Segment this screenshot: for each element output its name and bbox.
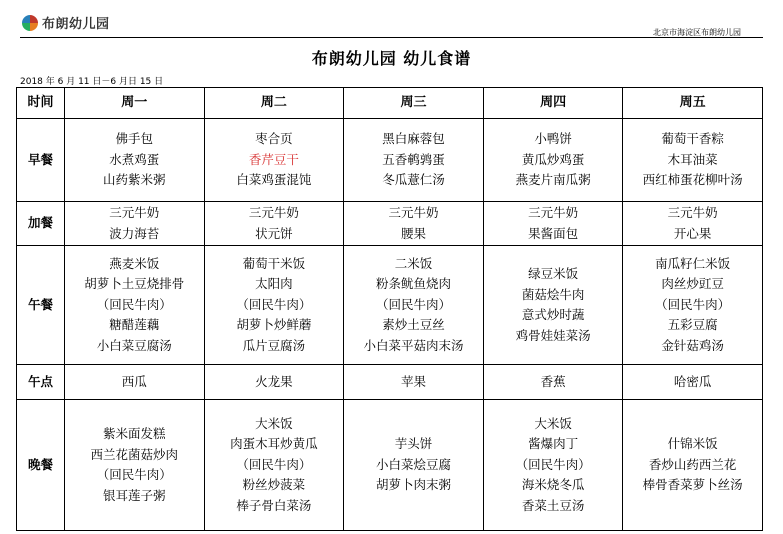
dish-item: 太阳肉 bbox=[255, 276, 293, 292]
date-range: 2018 年 6 月 11 日－6 月日 15 日 bbox=[20, 77, 164, 87]
dish-item: 木耳油菜 bbox=[667, 151, 718, 167]
dish-item: 素炒土豆丝 bbox=[382, 317, 445, 333]
dish-item: 大米饭 bbox=[534, 415, 572, 431]
page-header bbox=[0, 0, 783, 40]
dish-item: （回民牛肉） bbox=[96, 467, 172, 482]
menu-cell bbox=[623, 400, 763, 531]
dish-item: 芋头饼 bbox=[394, 436, 433, 452]
menu-cell bbox=[623, 202, 763, 246]
dish-item: 腰果 bbox=[400, 225, 426, 241]
dish-item: 棒骨香菜萝卜丝汤 bbox=[642, 477, 743, 493]
dish-item: 肉蛋木耳炒黄瓜 bbox=[230, 436, 318, 452]
header-row bbox=[17, 88, 763, 119]
dish-item: 银耳莲子粥 bbox=[103, 487, 166, 503]
menu-cell bbox=[344, 365, 484, 400]
menu-body bbox=[17, 119, 763, 531]
dish-item: 香炒山药西兰花 bbox=[648, 456, 737, 472]
meal-row bbox=[17, 246, 763, 365]
menu-cell bbox=[204, 400, 344, 531]
dish-item: （回民牛肉） bbox=[236, 296, 312, 312]
menu-cell bbox=[483, 246, 623, 365]
dish-item: 三元牛奶 bbox=[667, 205, 718, 220]
dish-item: 苹果 bbox=[400, 373, 426, 389]
menu-cell bbox=[65, 119, 205, 202]
dish-item: 枣合页 bbox=[255, 131, 293, 147]
dish-item: 胡萝卜肉末粥 bbox=[375, 477, 451, 493]
dish-item: 肉丝炒豇豆 bbox=[661, 276, 724, 292]
header-divider bbox=[20, 37, 763, 38]
menu-cell bbox=[483, 365, 623, 400]
dish-item: （回民牛肉） bbox=[236, 456, 312, 472]
menu-cell bbox=[623, 365, 763, 400]
dish-item: 海米烧冬瓜 bbox=[521, 477, 585, 493]
menu-cell bbox=[344, 202, 484, 246]
meal-row bbox=[17, 119, 763, 202]
menu-cell bbox=[344, 400, 484, 531]
dish-item: 水煮鸡蛋 bbox=[109, 151, 160, 167]
dish-item: 火龙果 bbox=[255, 373, 293, 389]
school-logo bbox=[22, 13, 110, 32]
school-info: 北京市海淀区布朗幼儿园 bbox=[653, 28, 741, 37]
dish-item: （回民牛肉） bbox=[655, 296, 731, 312]
meal-label: 加餐 bbox=[17, 202, 65, 246]
dish-item: 胡萝卜炒鲜蘑 bbox=[236, 317, 312, 333]
dish-item: 金针菇鸡汤 bbox=[661, 337, 724, 353]
dish-item: 五彩豆腐 bbox=[667, 317, 718, 333]
dish-item: 小白菜烩豆腐 bbox=[375, 456, 451, 472]
logo-icon bbox=[22, 15, 38, 31]
dish-item: 哈密瓜 bbox=[673, 373, 712, 389]
dish-item: 三元牛奶 bbox=[388, 205, 439, 220]
dish-item: 冬瓜薏仁汤 bbox=[382, 172, 445, 188]
dish-item: 胡萝卜土豆烧排骨 bbox=[84, 276, 185, 292]
dish-item: 三元牛奶 bbox=[248, 205, 299, 220]
dish-item: 香芹豆干 bbox=[248, 151, 299, 167]
meal-label: 早餐 bbox=[17, 119, 65, 202]
dish-item: 白菜鸡蛋混饨 bbox=[236, 172, 312, 188]
menu-cell bbox=[623, 246, 763, 365]
dish-item: 黑白麻蓉包 bbox=[382, 131, 445, 147]
menu-table bbox=[16, 87, 763, 531]
meal-row bbox=[17, 365, 763, 400]
logo-text: 布朗幼儿园 bbox=[42, 17, 110, 32]
dish-item: 菌菇烩牛肉 bbox=[521, 286, 585, 302]
corner-cell: 时间 bbox=[17, 88, 65, 119]
dish-item: 开心果 bbox=[673, 225, 712, 241]
dish-item: 糖醋莲藕 bbox=[109, 317, 160, 333]
dish-item: 佛手包 bbox=[115, 131, 154, 147]
day-header: 周二 bbox=[204, 88, 344, 119]
dish-item: 状元饼 bbox=[255, 225, 293, 241]
menu-cell bbox=[483, 400, 623, 531]
dish-item: 三元牛奶 bbox=[109, 205, 160, 220]
dish-item: （回民牛肉） bbox=[375, 296, 451, 312]
menu-cell bbox=[65, 246, 205, 365]
dish-item: 西兰花菌菇炒肉 bbox=[90, 446, 179, 462]
menu-cell bbox=[65, 400, 205, 531]
meal-row bbox=[17, 202, 763, 246]
dish-item: 葡萄干香粽 bbox=[661, 131, 724, 147]
day-header: 周三 bbox=[344, 88, 484, 119]
dish-item: 什锦米饭 bbox=[667, 436, 718, 452]
menu-cell bbox=[483, 119, 623, 202]
dish-item: 绿豆米饭 bbox=[528, 266, 579, 281]
dish-item: 燕麦米饭 bbox=[109, 255, 160, 271]
dish-item: 燕麦片南瓜粥 bbox=[515, 172, 591, 188]
dish-item: 二米饭 bbox=[394, 255, 433, 271]
dish-item: 三元牛奶 bbox=[528, 205, 579, 220]
day-header: 周一 bbox=[65, 88, 205, 119]
dish-item: 波力海苔 bbox=[109, 225, 160, 241]
dish-item: 西红柿蛋花柳叶汤 bbox=[642, 172, 743, 188]
dish-item: 大米饭 bbox=[255, 415, 293, 431]
meal-label: 晚餐 bbox=[17, 400, 65, 531]
dish-item: 瓜片豆腐汤 bbox=[242, 337, 306, 353]
dish-item: 香菜土豆汤 bbox=[521, 497, 585, 513]
dish-item: 鸡骨娃娃菜汤 bbox=[515, 327, 591, 343]
dish-item: 山药紫米粥 bbox=[103, 172, 166, 188]
dish-item: 黄瓜炒鸡蛋 bbox=[521, 151, 585, 167]
dish-item: 棒子骨白菜汤 bbox=[236, 497, 312, 513]
dish-item: （回民牛肉） bbox=[515, 456, 591, 472]
dish-item: 紫米面发糕 bbox=[103, 426, 166, 441]
dish-item: 葡萄干米饭 bbox=[242, 255, 306, 271]
menu-cell bbox=[483, 202, 623, 246]
dish-item: 小白菜平菇肉末汤 bbox=[363, 337, 464, 353]
menu-cell bbox=[344, 246, 484, 365]
dish-item: 小白菜豆腐汤 bbox=[96, 337, 172, 353]
dish-item: 五香鹌鹑蛋 bbox=[382, 151, 445, 167]
dish-item: 小鸭饼 bbox=[534, 131, 572, 147]
dish-item: （回民牛肉） bbox=[96, 296, 172, 312]
meal-label: 午点 bbox=[17, 365, 65, 400]
dish-item: 南瓜籽仁米饭 bbox=[655, 255, 731, 271]
menu-cell bbox=[204, 202, 344, 246]
menu-cell bbox=[204, 365, 344, 400]
menu-cell bbox=[65, 202, 205, 246]
page-title: 布朗幼儿园 幼儿食谱 bbox=[311, 49, 472, 68]
menu-cell bbox=[344, 119, 484, 202]
day-header: 周五 bbox=[623, 88, 763, 119]
dish-item: 西瓜 bbox=[121, 373, 147, 389]
dish-item: 香蕉 bbox=[540, 373, 566, 389]
dish-item: 粉条鱿鱼烧肉 bbox=[375, 276, 451, 292]
menu-cell bbox=[204, 119, 344, 202]
dish-item: 粉丝炒菠菜 bbox=[242, 477, 306, 493]
dish-item: 酱爆肉丁 bbox=[528, 436, 579, 452]
menu-cell bbox=[204, 246, 344, 365]
menu-cell bbox=[623, 119, 763, 202]
dish-item: 果酱面包 bbox=[528, 225, 579, 241]
meal-row bbox=[17, 400, 763, 531]
day-header: 周四 bbox=[483, 88, 623, 119]
menu-cell bbox=[65, 365, 205, 400]
meal-label: 午餐 bbox=[17, 246, 65, 365]
dish-item: 意式炒时蔬 bbox=[521, 307, 585, 322]
